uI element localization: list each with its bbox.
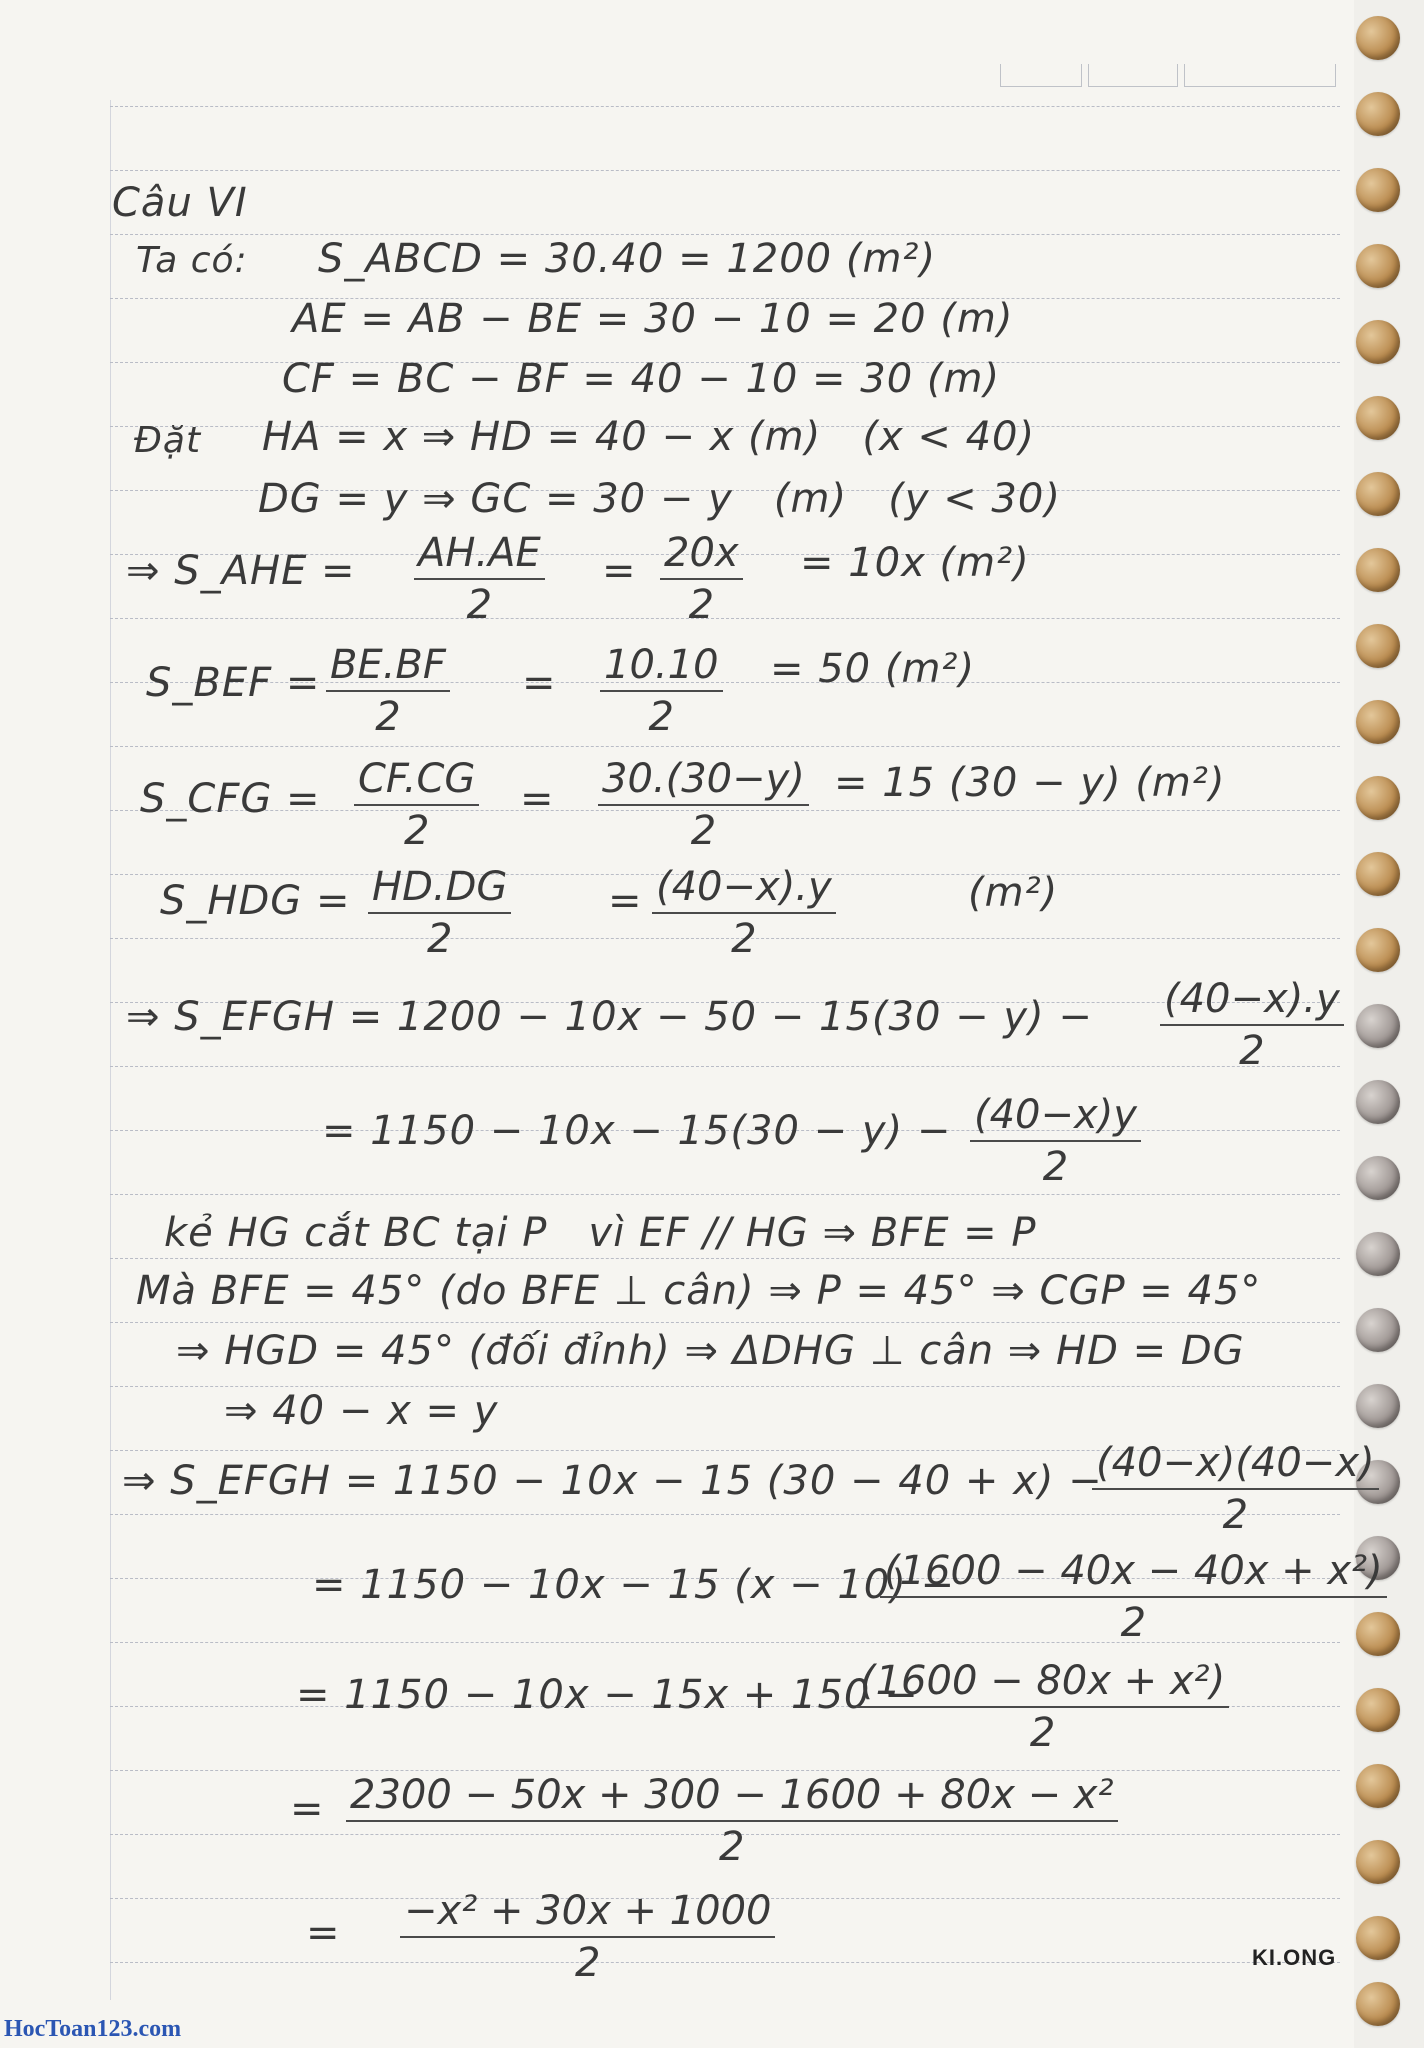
area-ahe-result: = 10x (m²) (800, 540, 1030, 586)
fraction (598, 756, 809, 854)
line-ha: HA = x ⇒ HD = 40 − x (m) (x < 40) (262, 414, 1036, 460)
ruled-line (110, 1386, 1340, 1387)
binding-ring (1356, 852, 1400, 896)
fraction (400, 1888, 775, 1986)
reasoning-relation: ⇒ 40 − x = y (224, 1388, 499, 1434)
fraction (1160, 976, 1344, 1074)
reasoning-angle: Mà BFE = 45° (do BFE ⊥ cân) ⇒ P = 45° ⇒ CGP = 45° (136, 1268, 1262, 1314)
fraction-numerator: AH.AE (414, 530, 545, 580)
binding-ring (1356, 1982, 1400, 2026)
fraction-numerator: (40−x)(40−x) (1092, 1440, 1379, 1490)
fraction-denominator: 2 (375, 694, 401, 740)
binding-ring (1356, 320, 1400, 364)
area-hdg-unit: (m²) (968, 870, 1059, 916)
reasoning-parallel: kẻ HG cắt BC tại P vì EF // HG ⇒ BFE = P (164, 1210, 1037, 1256)
binding-ring (1356, 1688, 1400, 1732)
fraction-numerator: (40−x).y (1160, 976, 1344, 1026)
fraction-denominator: 2 (1029, 1710, 1056, 1756)
binding-ring (1356, 1232, 1400, 1276)
area-efgh-substituted: ⇒ S_EFGH = 1150 − 10x − 15 (30 − 40 + x) − (122, 1458, 1103, 1504)
ruled-line (110, 170, 1340, 171)
binding-ring (1356, 1764, 1400, 1808)
fraction-denominator: 2 (648, 694, 674, 740)
fraction-denominator: 2 (403, 808, 430, 854)
line-prefix-dat: Đặt (134, 420, 202, 461)
fraction-denominator: 2 (1120, 1600, 1147, 1646)
ruled-line (110, 1770, 1340, 1771)
date-box (1088, 64, 1178, 87)
line-cf: CF = BC − BF = 40 − 10 = 30 (m) (282, 356, 1001, 402)
ruled-line (110, 1322, 1340, 1323)
ruled-line (110, 1066, 1340, 1067)
equals-sign: = (306, 1910, 341, 1956)
area-hdg-lhs: S_HDG = (160, 878, 351, 924)
binding-ring (1356, 16, 1400, 60)
binding-ring (1356, 168, 1400, 212)
fraction-numerator: CF.CG (354, 756, 479, 806)
fraction (354, 756, 479, 854)
line-prefix-taco: Ta có: (136, 240, 248, 281)
binding-spine (1354, 0, 1424, 2048)
binding-ring (1356, 1916, 1400, 1960)
binding-ring (1356, 92, 1400, 136)
fraction-numerator: (40−x)y (970, 1092, 1141, 1142)
fraction-denominator: 2 (575, 1940, 601, 1986)
ruled-line (110, 1194, 1340, 1195)
fraction-denominator: 2 (688, 582, 715, 628)
fraction-denominator: 2 (731, 916, 757, 962)
ruled-line (110, 1258, 1340, 1259)
ruled-line (110, 746, 1340, 747)
binding-ring (1356, 700, 1400, 744)
fraction (1092, 1440, 1379, 1538)
area-cfg-lhs: S_CFG = (140, 776, 321, 822)
binding-ring (1356, 548, 1400, 592)
fraction (368, 864, 511, 962)
fraction (600, 642, 723, 740)
fraction-numerator: 20x (660, 530, 743, 580)
fraction (346, 1772, 1118, 1870)
fraction (856, 1658, 1229, 1756)
fraction-denominator: 2 (1222, 1492, 1249, 1538)
fraction-numerator: HD.DG (368, 864, 511, 914)
equals-sign: = (520, 776, 555, 822)
step-expand-1: = 1150 − 10x − 15 (x − 10) − (312, 1562, 956, 1608)
fraction-numerator: (1600 − 80x + x²) (856, 1658, 1229, 1708)
fraction-numerator: BE.BF (326, 642, 450, 692)
fraction-numerator: 30.(30−y) (598, 756, 809, 806)
binding-ring (1356, 396, 1400, 440)
binding-ring (1356, 928, 1400, 972)
fraction-denominator: 2 (1239, 1028, 1265, 1074)
area-efgh-simplified: = 1150 − 10x − 15(30 − y) − (322, 1108, 952, 1154)
fraction (652, 864, 836, 962)
binding-ring (1356, 1840, 1400, 1884)
line-dg: DG = y ⇒ GC = 30 − y (m) (y < 30) (258, 476, 1061, 522)
date-box (1000, 64, 1082, 87)
area-efgh-expression: ⇒ S_EFGH = 1200 − 10x − 50 − 15(30 − y) − (126, 994, 1093, 1040)
binding-ring (1356, 624, 1400, 668)
area-ahe-lhs: ⇒ S_AHE = (126, 548, 356, 594)
fraction-numerator: −x² + 30x + 1000 (400, 1888, 775, 1938)
fraction-denominator: 2 (426, 916, 453, 962)
binding-ring (1356, 1080, 1400, 1124)
binding-ring (1356, 1156, 1400, 1200)
step-expand-2: = 1150 − 10x − 15x + 150 − (296, 1672, 919, 1718)
binding-ring (1356, 776, 1400, 820)
line-ae: AE = AB − BE = 30 − 10 = 20 (m) (292, 296, 1014, 342)
line-area-abcd: S_ABCD = 30.40 = 1200 (m²) (318, 236, 937, 282)
equals-sign: = (290, 1786, 325, 1832)
fraction-numerator: 10.10 (600, 642, 723, 692)
fraction (660, 530, 743, 628)
date-box (1184, 64, 1336, 87)
question-heading: Câu VI (112, 180, 248, 226)
fraction-denominator: 2 (466, 582, 493, 628)
fraction-denominator: 2 (690, 808, 717, 854)
equals-sign: = (522, 660, 557, 706)
fraction (326, 642, 450, 740)
fraction-numerator: (40−x).y (652, 864, 836, 914)
ruled-line (110, 106, 1340, 107)
watermark: HocToan123.com (4, 2016, 182, 2042)
binding-ring (1356, 1308, 1400, 1352)
area-cfg-result: = 15 (30 − y) (m²) (834, 760, 1226, 806)
area-bef-result: = 50 (m²) (770, 646, 976, 692)
equals-sign: = (602, 548, 637, 594)
equals-sign: = (608, 878, 643, 924)
reasoning-isosceles: ⇒ HGD = 45° (đối đỉnh) ⇒ ΔDHG ⊥ cân ⇒ HD = DG (176, 1328, 1245, 1374)
binding-ring (1356, 1004, 1400, 1048)
fraction-numerator: 2300 − 50x + 300 − 1600 + 80x − x² (346, 1772, 1118, 1822)
notebook-brand-logo: KI.ONG (1252, 1945, 1337, 1970)
ruled-line (110, 234, 1340, 235)
fraction-denominator: 2 (1042, 1144, 1069, 1190)
fraction (880, 1548, 1387, 1646)
fraction-denominator: 2 (719, 1824, 745, 1870)
binding-ring (1356, 472, 1400, 516)
fraction-numerator: (1600 − 40x − 40x + x²) (880, 1548, 1387, 1598)
fraction (970, 1092, 1141, 1190)
margin-line (110, 100, 111, 2000)
binding-ring (1356, 1384, 1400, 1428)
area-bef-lhs: S_BEF = (146, 660, 321, 706)
binding-ring (1356, 244, 1400, 288)
fraction (414, 530, 545, 628)
